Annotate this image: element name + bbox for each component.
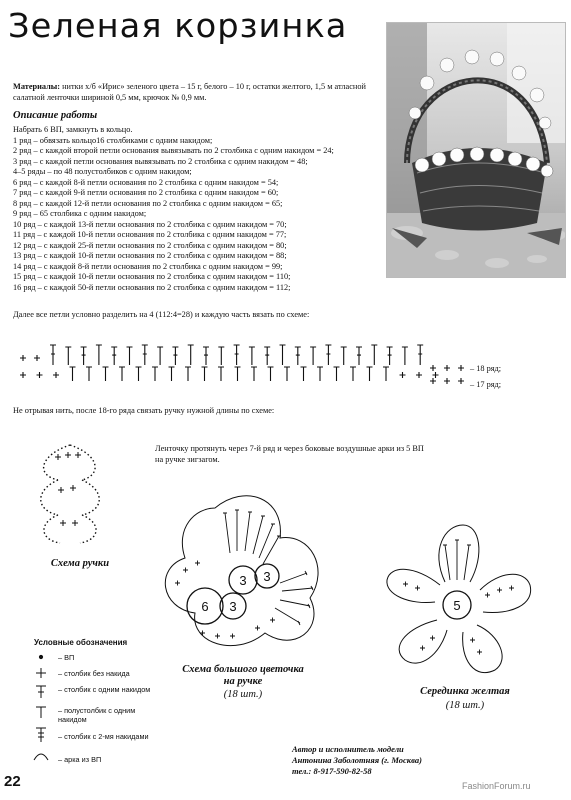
row-17-label: – 17 ряд; (470, 380, 502, 389)
dot-symbol-icon (39, 655, 42, 658)
dc-symbol (350, 367, 356, 381)
author-name: Антонина Заболотняя (г. Москва) (292, 755, 422, 765)
dc-symbol (356, 347, 362, 365)
sc-symbol (444, 365, 450, 371)
sc-symbol (433, 372, 439, 378)
plus-symbol-icon (36, 668, 46, 678)
step-line: 4–5 ряды – по 48 полустолбиков с одним накидом; (13, 167, 192, 176)
sc-symbol (430, 378, 436, 384)
sc-symbol (53, 372, 59, 378)
dc-symbol (96, 345, 102, 365)
t-bar-symbol-icon (36, 686, 46, 698)
step-line: 14 ряд – с каждой 8-й петли основания по 2 столбика с одним накидом = 99; (13, 261, 283, 271)
sc-symbol (444, 378, 450, 384)
materials-body: нитки х/б «Ирис» зеленого цвета – 15 г, белого – 10 г, остатки желтого, 1,5 м атласной салатной ленточки шириной 0,5 мм, крючок № 0,9 мм. (13, 82, 366, 102)
handle-caption: Схема ручки (50, 558, 110, 569)
dc-symbol (301, 367, 307, 381)
step-line: 10 ряд – с каждой 13-й петли основания по 2 столбика с одним накидом = 70; (13, 219, 287, 229)
dc-symbol (119, 367, 125, 381)
dc-symbol (317, 367, 323, 381)
dc-symbol (251, 367, 257, 381)
dc-symbol (367, 367, 373, 381)
dc-symbol (172, 347, 178, 365)
step-line: 8 ряд – с каждой 12-й петли основания по 2 столбика с одним накидом = 65; (13, 198, 283, 208)
legend-item: – полустолбик с одним накидом (58, 706, 136, 724)
legend-item: – столбик без накида (58, 669, 130, 678)
page-title: Зеленая корзинка (8, 6, 348, 45)
page-number: 22 (4, 773, 21, 790)
author-line: Автор и исполнитель модели (292, 744, 404, 754)
dc-symbol (341, 347, 347, 365)
step-line: 16 ряд – с каждой 50-й петли основания по 2 столбика с одним накидом = 112; (13, 282, 291, 292)
dc-symbol (387, 347, 393, 365)
flower-number: 3 (239, 573, 247, 588)
dc-symbol (218, 347, 224, 365)
sc-symbol (416, 372, 422, 378)
step-line: 1 ряд – обвязать кольцо16 столбиками с одним накидом; (13, 135, 213, 145)
dc-symbol (383, 367, 389, 381)
handle-instruction: Не отрывая нить, после 18-го ряда связать ручку нужной длины по схеме: (13, 406, 275, 415)
row-scheme-diagram (15, 335, 465, 395)
sc-symbol (20, 372, 26, 378)
dc-symbol (142, 345, 148, 365)
legend-item: – арка из ВП (58, 755, 102, 764)
handle-scheme-diagram (30, 435, 110, 550)
center-flower-number: 5 (453, 598, 461, 613)
dc-symbol (185, 367, 191, 381)
step-line: 3 ряд – с каждой петли основания вывязывать по 2 столбика с одним накидом = 48; (13, 156, 308, 166)
dc-symbol (103, 367, 109, 381)
sc-symbol (20, 355, 26, 361)
dc-symbol (152, 367, 158, 381)
dc-symbol (81, 347, 87, 365)
dc-symbol (157, 347, 163, 365)
big-flower-count: (18 шт.) (223, 689, 263, 700)
sc-symbol (458, 378, 464, 384)
sc-symbol (430, 365, 436, 371)
dc-symbol (169, 367, 175, 381)
step-line: 13 ряд – с каждой 10-й петли основания по 2 столбика с одним накидом = 88; (13, 251, 287, 260)
dc-symbol (70, 367, 76, 381)
dc-symbol (65, 347, 71, 365)
half-t-symbol-icon (36, 707, 46, 718)
big-flower-caption: Схема большого цветочка на ручке (182, 664, 304, 687)
divide-instruction: Далее все петли условно разделить на 4 (112:4=28) и каждую часть вязать по схеме: (13, 310, 310, 319)
dc-symbol (280, 345, 286, 365)
dc-symbol (86, 367, 92, 381)
step-line: 11 ряд – с каждой 10-й петли основания по 2 столбика с одним накидом = 77; (13, 230, 287, 239)
step-line: 9 ряд – 65 столбика с одним накидом; (13, 209, 147, 218)
dc-symbol (218, 367, 224, 381)
author-block (292, 744, 422, 777)
legend-symbols (32, 652, 56, 764)
center-flower-diagram (375, 520, 545, 685)
dc-symbol (127, 347, 133, 365)
dc-symbol (325, 345, 331, 365)
dc-symbol (334, 367, 340, 381)
dc-symbol (202, 367, 208, 381)
flower-number-center: 6 (201, 599, 209, 614)
dc-symbol (268, 367, 274, 381)
row-18-label: – 18 ряд; (470, 364, 502, 373)
step-line: 2 ряд – с каждой второй петли основания вывязывать по 2 столбика с одним накидом = 24; (13, 146, 334, 155)
dc-symbol (310, 347, 316, 365)
watermark: FashionForum.ru (462, 781, 531, 791)
dc-symbol (371, 345, 377, 365)
sc-symbol (34, 355, 40, 361)
step-line: 15 ряд – с каждой 10-й петли основания по 2 столбика с одним накидом = 110; (13, 272, 291, 281)
dc-symbol (203, 347, 209, 365)
dc-symbol (50, 345, 56, 365)
big-flower-diagram (155, 488, 335, 658)
center-flower-caption: Серединка желтая (420, 686, 510, 697)
flower-number: 3 (263, 569, 271, 584)
dc-symbol (234, 345, 240, 365)
legend-item: – столбик с одним накидом (58, 685, 151, 694)
dc-symbol (111, 347, 117, 365)
double-t-symbol-icon (36, 728, 46, 742)
step-line: 6 ряд – с каждой 8-й петли основания по 2 столбика с одним накидом = 54; (13, 177, 279, 187)
dc-symbol (235, 367, 241, 381)
sc-symbol (458, 365, 464, 371)
sc-symbol (400, 372, 406, 378)
center-flower-count: (18 шт.) (445, 700, 485, 711)
step-line: 7 ряд – с каждой 9-й петли основания по 2 столбика с одним накидом = 60; (13, 188, 279, 197)
dc-symbol (402, 347, 408, 365)
step-line: Набрать 6 ВП, замкнуть в кольцо. (13, 125, 133, 134)
basket-photo (386, 22, 566, 278)
dc-symbol (249, 347, 255, 365)
legend-item: – столбик с 2-мя накидами (58, 732, 149, 741)
author-phone: тел.: 8-917-590-82-58 (292, 766, 372, 776)
materials-label: Материалы: (13, 82, 61, 91)
legend-title: Условные обозначения (34, 638, 128, 647)
description-title: Описание работы (13, 110, 98, 121)
dc-symbol (417, 345, 423, 365)
legend-item: – ВП (58, 653, 75, 662)
dc-symbol (284, 367, 290, 381)
ribbon-instruction: Ленточку протянуть через 7-й ряд и через боковые воздушные арки из 5 ВП на ручке зигзагом. (155, 444, 424, 464)
arc-symbol-icon (34, 754, 48, 760)
materials-text (13, 82, 373, 103)
dc-symbol (188, 345, 194, 365)
dc-symbol (264, 347, 270, 365)
sc-symbol (37, 372, 43, 378)
dc-symbol (136, 367, 142, 381)
flower-number: 3 (229, 599, 237, 614)
dc-symbol (295, 347, 301, 365)
step-line: 12 ряд – с каждой 25-й петли основания по 2 столбика с одним накидом = 80; (13, 240, 287, 250)
steps-list (13, 125, 388, 293)
